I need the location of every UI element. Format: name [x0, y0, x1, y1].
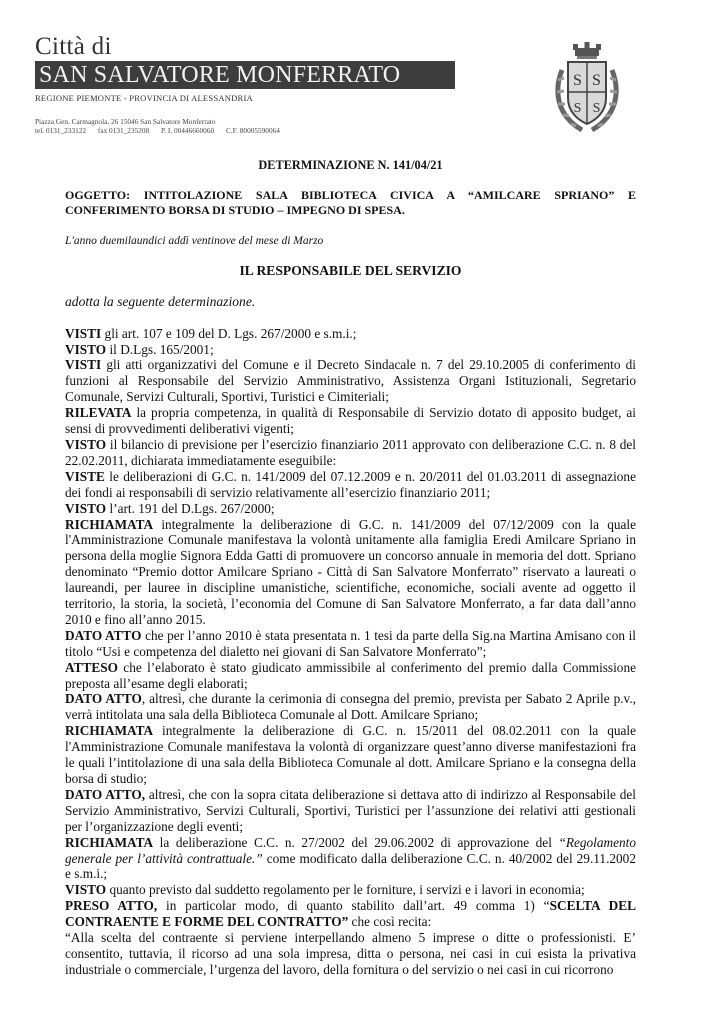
contact-line	[35, 126, 465, 135]
city-name-banner: SAN SALVATORE MONFERRATO	[35, 61, 455, 89]
paragraph: VISTI gli art. 107 e 109 del D. Lgs. 267/2000 e s.m.i.;	[65, 325, 357, 341]
paragraph: “Alla scelta del contraente si perviene interpellando almeno 5 imprese o ditte o professionisti. E’ consentito, tuttavia, il ricorso ad una sola impresa, ditta o persona, nei casi in cui esista la privativa industriale o commerciale, l’urgenza del lavoro, della fornitura o del servizio o nei casi in cui ricorrono	[65, 930, 636, 977]
paragraph: RICHIAMATA la deliberazione C.C. n. 27/2002 del 29.06.2002 di approvazione del “Regolamento generale per l’attività contrattuale.” come modificato dalla deliberazione C.C. n. 40/2002 del 29.11.2002 e s.m.i.;	[65, 834, 636, 882]
responsible-heading: IL RESPONSABILE DEL SERVIZIO	[239, 262, 462, 278]
paragraph: VISTO il D.Lgs. 165/2001;	[65, 341, 214, 357]
telephone: tel. 0131_233122	[35, 126, 87, 135]
paragraph: VISTO il bilancio di previsione per l’esercizio finanziario 2011 approvato con deliberazione C.C. n. 8 del 22.02.2011, dichiarata immediatamente eseguibile:	[65, 436, 636, 468]
paragraph: RICHIAMATA integralmente la deliberazione di G.C. n. 141/2009 del 07/12/2009 con la quale l'Amministrazione Comunale manifestava la volontà unitamente alla famiglia Eredi Amilcare Spriano in persona della moglie Signora Edda Gatti di promuovere un concorso annuale in memoria del dott. Spriano denominato “Premio dottor Amilcare Spriano - Città di San Salvatore Monferrato” riservato a laureati o laureandi, per lauree in discipline umanistiche, scientifiche, economiche, sociali avente ad oggetto il territorio, la storia, la società, l’economia del Comune di San Salvatore Monferrato, a far data dall’anno 2010 e fino all’anno 2015.	[65, 516, 636, 627]
letterhead	[35, 34, 465, 135]
paragraph: DATO ATTO, altresì, che durante la cerimonia di consegna del premio, prevista per Sabato 2 Aprile p.v., verrà intitolata una sala della Biblioteca Comunale al Dott. Amilcare Spriano;	[65, 691, 636, 723]
paragraph: RILEVATA la propria competenza, in qualità di Responsabile di Servizio dotato di apposito budget, ai sensi di provvedimenti deliberativi vigenti;	[65, 405, 636, 437]
adopts-line: adotta la seguente determinazione.	[65, 293, 256, 309]
paragraph: DATO ATTO, altresì, che con la sopra citata deliberazione si dettava atto di indirizzo al Responsabile del Servizio Amministrativo, Servizi Culturali, Sportivi, Turistici per l’assunzione dei relativi atti gestionali per l’organizzazione degli eventi;	[65, 786, 636, 834]
paragraph: PRESO ATTO, in particolar modo, di quanto stabilito dall’art. 49 comma 1) “SCELTA DEL CONTRAENTE E FORME DEL CONTRATTO” che così recita:	[65, 898, 636, 930]
svg-text:S: S	[592, 101, 601, 116]
city-crest-icon	[548, 40, 626, 136]
document-body	[65, 158, 636, 978]
paragraph: VISTI gli atti organizzativi del Comune e il Decreto Sindacale n. 7 del 29.10.2005 di conferimento di funzioni al Responsabile del Servizio Amministrativo, Assistenza Organi Istituzionali, Segretario Comunale, Servizi Culturali, Sportivi, Turistici e Cimiteriali;	[65, 357, 636, 405]
determination-title: DETERMINAZIONE N. 141/04/21	[258, 158, 443, 172]
date-intro: L'anno duemilaundici addì ventinove del mese di Marzo	[65, 234, 324, 247]
svg-text:S: S	[573, 72, 582, 89]
fax: fax 0131_235208	[97, 126, 150, 135]
address-block	[35, 117, 465, 135]
paragraph: VISTE le deliberazioni di G.C. n. 141/2009 del 07.12.2009 e n. 20/2011 del 01.03.2011 di assegnazione dei fondi ai responsabili di servizio relativamente all’esercizio finanziario 2011;	[65, 468, 636, 500]
svg-text:S: S	[592, 72, 601, 89]
paragraph: VISTO l’art. 191 del D.Lgs. 267/2000;	[65, 500, 275, 516]
subject: OGGETTO: INTITOLAZIONE SALA BIBLIOTECA CIVICA A “AMILCARE SPRIANO” E CONFERIMENTO BORSA DI STUDIO – IMPEGNO DI SPESA.	[65, 187, 636, 217]
address-line: Piazza Gen. Carmagnola, 26 15046 San Salvatore Monferrato	[35, 117, 216, 126]
paragraph: DATO ATTO che per l’anno 2010 è stata presentata n. 1 tesi da parte della Sig.na Martina Amisano con il titolo “Usi e competenza del dialetto nei giovani di San Salvatore Monferrato”;	[65, 627, 636, 659]
paragraph: VISTO quanto previsto dal suddetto regolamento per le forniture, i servizi e i lavori in economia;	[65, 882, 585, 898]
paragraph-list	[65, 326, 636, 978]
paragraph: RICHIAMATA integralmente la deliberazione di G.C. n. 15/2011 del 08.02.2011 con la quale l'Amministrazione Comunale manifestava la volontà di organizzare quest’anno diverse manifestazioni fra le quali l’intitolazione di una sala della Biblioteca Comunale al dott. Amilcare Spriano e la consegna della borsa di studio;	[65, 723, 636, 786]
vat-number: P. I. 00446660060	[161, 126, 215, 135]
svg-text:S: S	[573, 101, 582, 116]
tax-code: C.F. 80005590064	[225, 126, 280, 135]
paragraph: ATTESO che l’elaborato è stato giudicato ammissibile al conferimento del premio dalla Commissione preposta all’esame degli elaborati;	[65, 659, 636, 691]
city-prefix: Città di	[35, 33, 112, 60]
region-line: REGIONE PIEMONTE - PROVINCIA DI ALESSANDRIA	[35, 93, 253, 103]
